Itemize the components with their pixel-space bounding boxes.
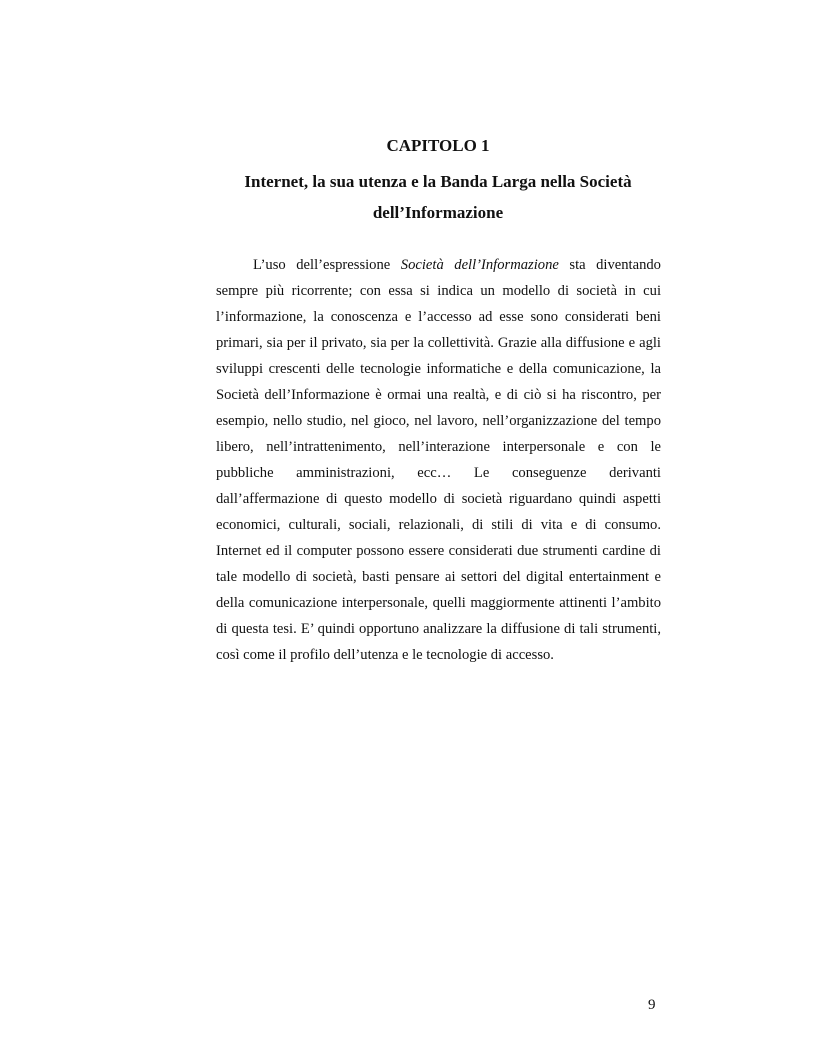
paragraph-emphasis: Società dell’Informazione [400, 257, 559, 273]
page-number: 9 [648, 997, 656, 1013]
paragraph-rest: sta diventando sempre più ricorrente; con essa si indica un modello di società in cui l’informazione, la conoscenza e l’accesso ad esse sono considerati beni primari, sia per il privato, sia per la collettività. Grazie alla diffusione e agli sviluppi crescenti delle tecnologie informatiche e della comunicazione, la Società dell’Informazione è ormai una realtà, e di ciò si ha riscontro, per esempio, nello studio, nel gioco, nel lavoro, nell’organizzazione del tempo libero, nell’intrattenimento, nell’interazione interpersonale e con le pubbliche amministrazioni, ecc… Le conseguenze derivanti dall’affermazione di questo modello di società riguardano quindi aspetti economici, culturali, sociali, relazionali, di stili di vita e di consumo. Internet ed il computer possono essere considerati due strumenti cardine di tale modello di società, basti pensare ai settori del digital entertainment e della comunicazione interpersonale, quelli maggiormente attinenti l’ambito di questa tesi. E’ quindi opportuno analizzare la diffusione di tali strumenti, così come il profilo dell’utenza e le tecnologie di accesso. [216, 257, 661, 663]
body-paragraph [216, 252, 661, 668]
chapter-label: CAPITOLO 1 [386, 136, 490, 155]
chapter-title: Internet, la sua utenza e la Banda Larga nella Società dell’Informazione [244, 172, 632, 222]
paragraph-lead: L’uso dell’espressione [253, 257, 391, 273]
